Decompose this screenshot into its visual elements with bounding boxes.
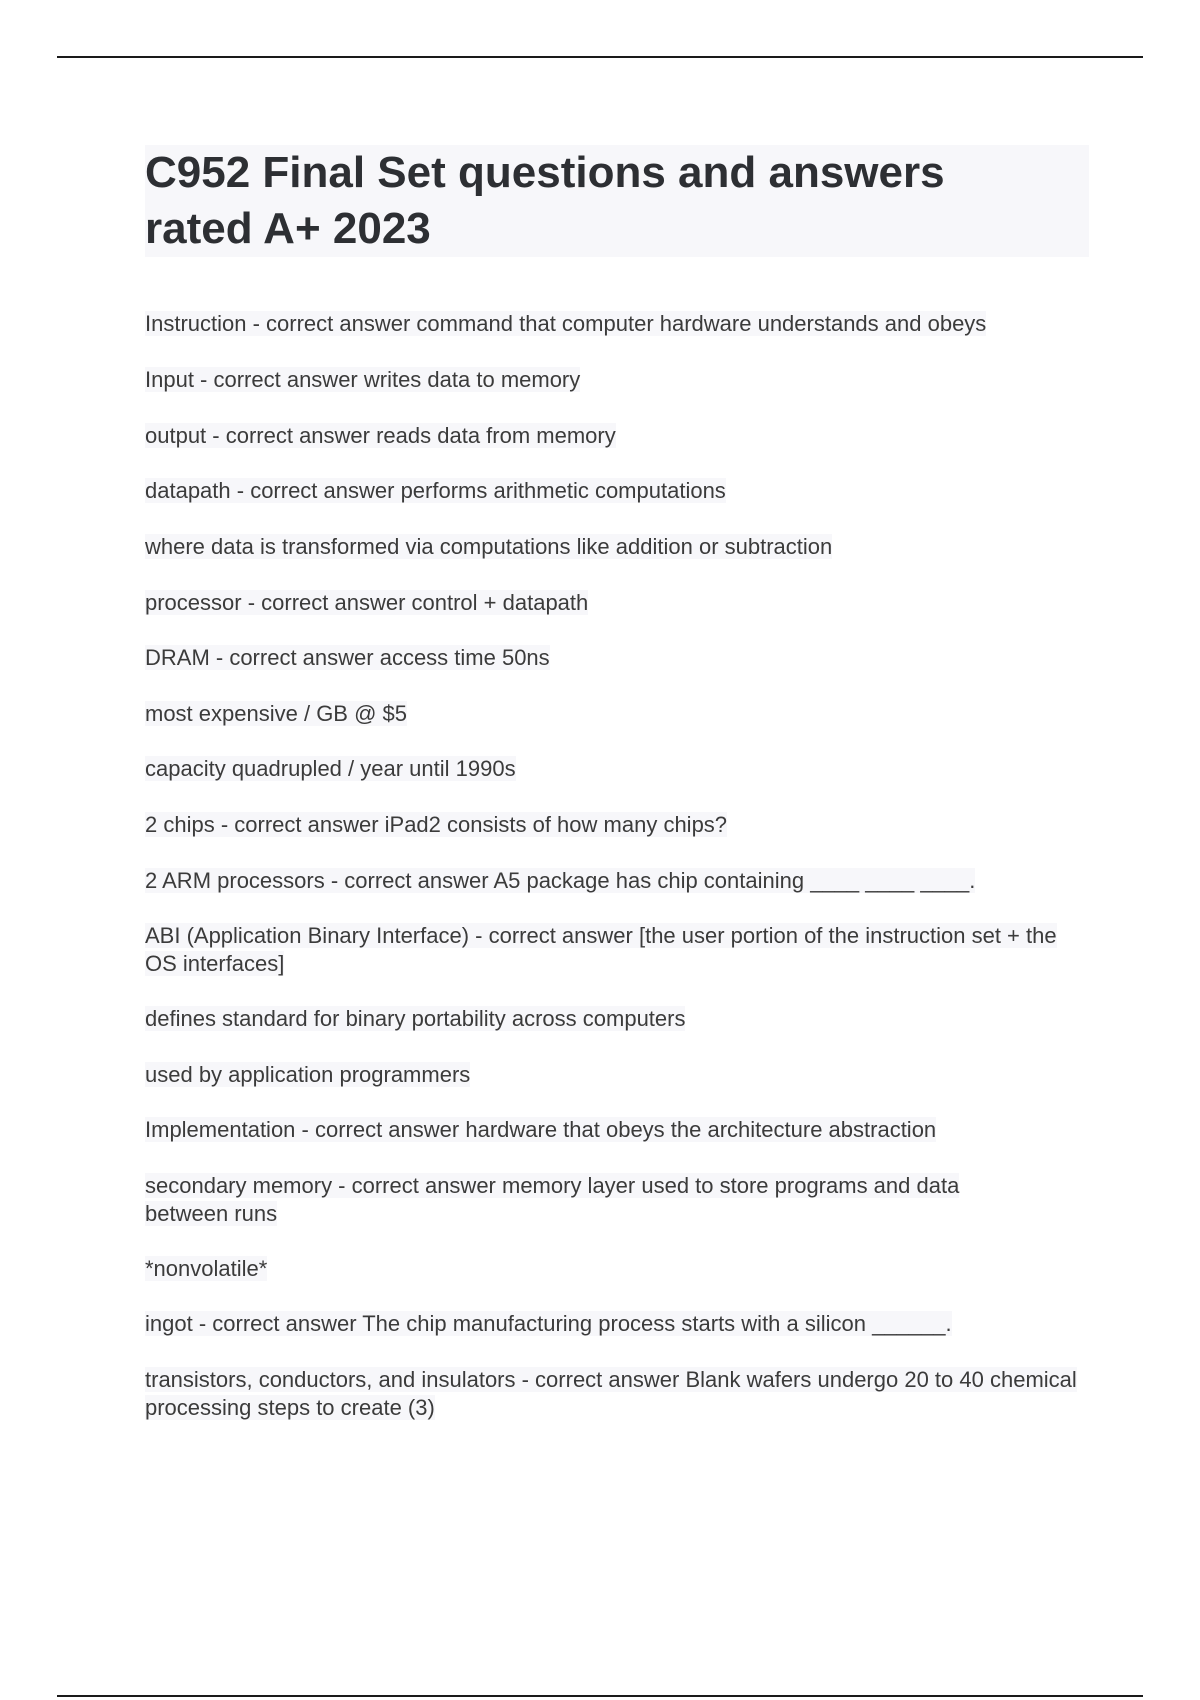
- qa-text: Instruction - correct answer command that computer hardware understands and obeys: [145, 311, 987, 336]
- document-title: C952 Final Set questions and answers rated A+ 2023: [145, 148, 945, 253]
- qa-item-secondary-memory: [145, 1172, 1045, 1228]
- qa-item-processor: [145, 589, 588, 617]
- qa-item-instruction: [145, 310, 986, 338]
- qa-item-abi-users: [145, 1061, 470, 1089]
- qa-item-implementation: [145, 1116, 936, 1144]
- qa-item-nonvolatile: [145, 1255, 267, 1283]
- top-rule: [57, 56, 1143, 58]
- qa-text: capacity quadrupled / year until 1990s: [145, 756, 516, 781]
- qa-item-abi: [145, 922, 1089, 978]
- qa-item-abi-standard: [145, 1005, 685, 1033]
- qa-text: DRAM - correct answer access time 50ns: [145, 645, 550, 670]
- qa-item-dram-cost: [145, 700, 407, 728]
- qa-text: defines standard for binary portability across computers: [145, 1006, 686, 1031]
- qa-item-datapath: [145, 477, 726, 505]
- qa-item-chips: [145, 811, 727, 839]
- qa-text: secondary memory - correct answer memory layer used to store programs and data between runs: [145, 1173, 960, 1226]
- qa-text: most expensive / GB @ $5: [145, 701, 408, 726]
- qa-text: *nonvolatile*: [145, 1256, 268, 1281]
- qa-text: datapath - correct answer performs arithmetic computations: [145, 478, 726, 503]
- qa-item-dram: [145, 644, 550, 672]
- qa-item-transistors: [145, 1366, 1089, 1422]
- qa-item-output: [145, 422, 616, 450]
- qa-text: 2 chips - correct answer iPad2 consists of how many chips?: [145, 812, 728, 837]
- title-block: [145, 145, 1089, 257]
- qa-text: ABI (Application Binary Interface) - correct answer [the user portion of the instruction set + the OS interfaces]: [145, 923, 1057, 976]
- qa-item-dram-capacity: [145, 755, 516, 783]
- qa-text: where data is transformed via computations like addition or subtraction: [145, 534, 833, 559]
- qa-text: ingot - correct answer The chip manufacturing process starts with a silicon ______.: [145, 1311, 952, 1336]
- qa-text: Implementation - correct answer hardware that obeys the architecture abstraction: [145, 1117, 937, 1142]
- bottom-rule: [57, 1695, 1143, 1697]
- qa-item-arm: [145, 867, 975, 895]
- qa-text: 2 ARM processors - correct answer A5 package has chip containing ____ ____ ____.: [145, 868, 976, 893]
- qa-item-ingot: [145, 1310, 952, 1338]
- qa-text: processor - correct answer control + datapath: [145, 590, 589, 615]
- qa-item-input: [145, 366, 580, 394]
- qa-text: transistors, conductors, and insulators - correct answer Blank wafers undergo 20 to 40 chemical processing steps to create (3): [145, 1367, 1077, 1420]
- qa-text: Input - correct answer writes data to memory: [145, 367, 581, 392]
- qa-text: used by application programmers: [145, 1062, 471, 1087]
- qa-item-datapath-note: [145, 533, 832, 561]
- qa-text: output - correct answer reads data from memory: [145, 423, 616, 448]
